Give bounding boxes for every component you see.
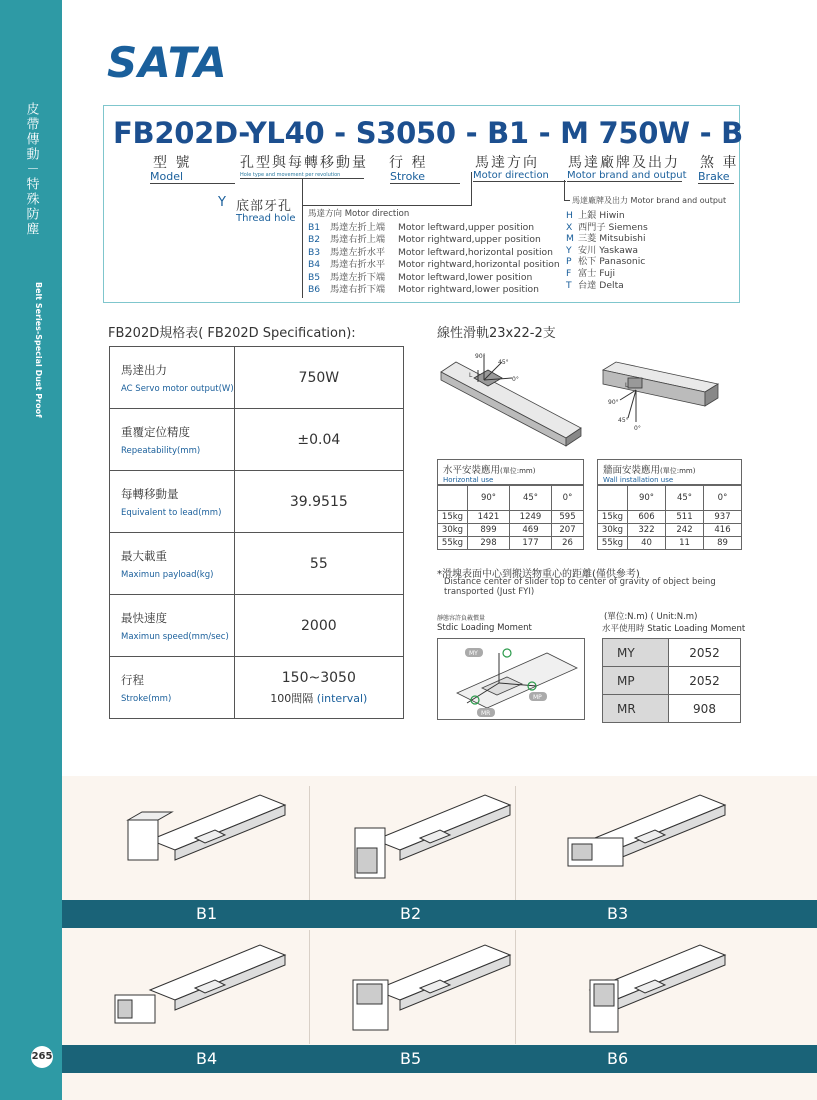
horizontal-table: 90° 45° 0° 15kg 1421 1249 595 30kg 899 469 207 55kg 298 177 26 — [437, 485, 584, 550]
table-row: MY 2052 — [603, 639, 741, 667]
label-direction-zh: 馬達方向 — [475, 155, 539, 171]
label-stroke-en: Stroke — [390, 170, 460, 184]
actuator-b4-illustration — [110, 940, 290, 1040]
moment-diagram — [437, 638, 585, 720]
divider — [309, 930, 310, 1044]
direction-title: 馬達方向 Motor direction — [308, 209, 410, 219]
direction-row: B2 馬達右折上端 Motor rightward,upper position — [308, 234, 541, 246]
moment-table — [602, 638, 741, 723]
spec-row: 最快速度 Maximun speed(mm/sec) 2000 — [110, 595, 404, 657]
sata-logo: SATA — [107, 38, 228, 87]
label-hole-zh: 孔型與每轉移動量 — [240, 155, 368, 171]
moment-title-zh: 靜態容許負載慣量 — [437, 615, 486, 622]
spec-title: FB202D規格表( FB202D Specification): — [108, 326, 356, 341]
model-code: FB202D-YL40 - S3050 - B1 - M 750W - B — [113, 116, 743, 150]
label-brake-en: Brake — [698, 170, 734, 184]
thread-en: Thread hole — [236, 213, 296, 224]
label-brand-en: Motor brand and output — [567, 170, 687, 181]
table-row: MR 908 — [603, 695, 741, 723]
table-row: 15kg 606 511 937 — [598, 511, 742, 524]
angle-label: 90° — [608, 399, 619, 406]
direction-row: B6 馬達右折下端 Motor rightward,lower position — [308, 283, 539, 295]
moment-my-label: MY — [469, 650, 478, 657]
rail-title: 線性滑軌23x22-2支 — [437, 326, 556, 341]
actuator-b1-illustration — [120, 790, 300, 890]
brand-row: M 三菱 Mitsubishi — [566, 233, 646, 245]
label-b1: B1 — [196, 904, 218, 923]
thread-zh: 底部牙孔 — [236, 199, 293, 214]
connector-line — [302, 178, 303, 298]
thread-code: Y — [218, 195, 226, 210]
spec-row: 每轉移動量 Equivalent to lead(mm) 39.9515 — [110, 471, 404, 533]
brand-title: 馬達廠牌及出力 Motor brand and output — [572, 196, 727, 205]
connector-line — [471, 172, 472, 206]
sidebar-title-en: Belt Series-Special Dust Proof — [34, 282, 43, 418]
table-row: 15kg 1421 1249 595 — [438, 511, 584, 524]
table-row: MP 2052 — [603, 667, 741, 695]
direction-row: B1 馬達左折上端 Motor leftward,upper position — [308, 222, 535, 233]
direction-row: B3 馬達左折水平 Motor leftward,horizontal position — [308, 246, 553, 258]
length-label: L — [625, 382, 629, 389]
horizontal-table-header: 水平安裝應用(單位:mm) Horizontal use — [437, 459, 584, 485]
moment-unit: (單位:N.m) ( Unit:N.m) — [604, 612, 698, 622]
label-direction-en: Motor direction — [473, 170, 566, 182]
angle-label: 0° — [634, 425, 641, 432]
label-b2: B2 — [400, 904, 422, 923]
table-row: 55kg 40 11 89 — [598, 537, 742, 550]
label-band-bottom — [62, 1045, 817, 1073]
label-model-zh: 型 號 — [153, 155, 192, 171]
divider — [309, 786, 310, 900]
length-label: L — [469, 372, 473, 379]
moment-title-en: Stdic Loading Moment — [437, 623, 532, 633]
brand-row: P 松下 Panasonic — [566, 256, 646, 268]
brand-row: Y 安川 Yaskawa — [566, 244, 638, 256]
spec-row: 重覆定位精度 Repeatability(mm) ±0.04 — [110, 409, 404, 471]
horizontal-mount-diagram — [436, 350, 586, 450]
direction-list — [308, 219, 560, 293]
wall-mount-diagram — [598, 350, 743, 450]
note-en: Distance center of slider top to center of gravity of object being transported (Just FYI) — [444, 577, 716, 597]
moment-mr-label: MR — [481, 710, 491, 717]
brand-list — [566, 207, 648, 291]
actuator-b6-illustration — [560, 940, 740, 1040]
label-b3: B3 — [607, 904, 629, 923]
spec-row: 最大載重 Maximun payload(kg) 55 — [110, 533, 404, 595]
moment-mp-label: MP — [533, 694, 542, 701]
angle-label: 0° — [512, 376, 519, 383]
angle-label: 45° — [618, 417, 629, 424]
label-band-top — [62, 900, 817, 928]
brand-row: F 富士 Fuji — [566, 267, 616, 279]
brand-row: T 台達 Delta — [566, 279, 624, 291]
spec-row: 行程 Stroke(mm) 150~3050 100間隔 (interval) — [110, 657, 404, 719]
actuator-b5-illustration — [345, 940, 525, 1040]
direction-row: B5 馬達左折下端 Motor leftward,lower position — [308, 271, 533, 283]
angle-label: 90° — [475, 353, 486, 360]
connector-line — [564, 200, 570, 201]
brand-row: H 上銀 Hiwin — [566, 210, 625, 221]
table-row: 30kg 899 469 207 — [438, 524, 584, 537]
table-row: 30kg 322 242 416 — [598, 524, 742, 537]
sidebar-title-zh: 皮帶傳動－特殊防塵 — [23, 102, 39, 237]
table-row: 55kg 298 177 26 — [438, 537, 584, 550]
actuator-b2-illustration — [345, 790, 525, 890]
spec-table — [109, 346, 404, 719]
note-zh: *滑塊表面中心到搬送物重心的距離(僅供參考) — [437, 569, 640, 580]
connector-line — [302, 205, 472, 206]
page-number: 265 — [31, 1046, 53, 1068]
label-hole-en: Hole type and movement per revolution — [240, 172, 364, 179]
label-b4: B4 — [196, 1049, 218, 1068]
brand-row: X 西門子 Siemens — [566, 221, 648, 233]
connector-line — [564, 180, 565, 200]
actuator-b3-illustration — [560, 790, 740, 890]
direction-row: B4 馬達右折水平 Motor rightward,horizontal position — [308, 259, 560, 271]
wall-table: 90° 45° 0° 15kg 606 511 937 30kg 322 242 416 55kg 40 11 89 — [597, 485, 742, 550]
label-brake-zh: 煞 車 — [700, 155, 739, 171]
label-model-en: Model — [150, 170, 235, 184]
label-b6: B6 — [607, 1049, 629, 1068]
spec-row: 馬達出力 AC Servo motor output(W) 750W — [110, 347, 404, 409]
label-b5: B5 — [400, 1049, 422, 1068]
label-brand-zh: 馬達廠牌及出力 — [568, 155, 680, 171]
label-stroke-zh: 行 程 — [389, 155, 428, 171]
wall-table-header: 牆面安裝應用(單位:mm) Wall installation use — [597, 459, 742, 485]
moment-head: 水平使用時 Static Loading Moment — [602, 624, 746, 634]
angle-label: 45° — [498, 359, 509, 366]
